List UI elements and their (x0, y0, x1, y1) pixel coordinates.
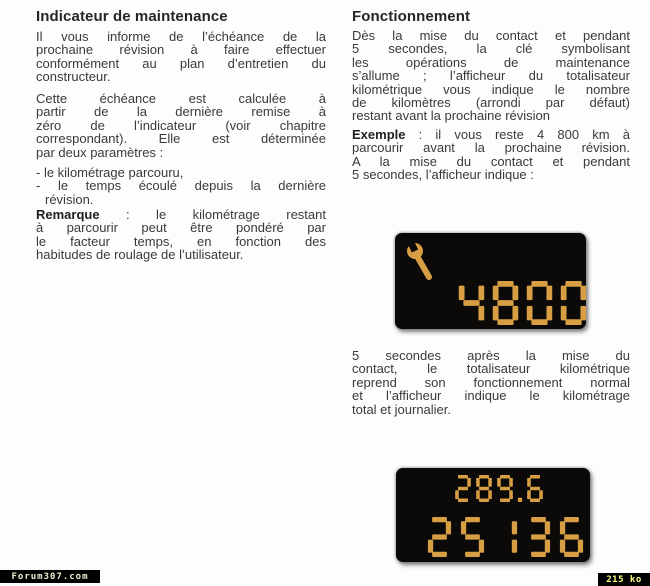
service-km-remaining-value (456, 281, 586, 325)
paragraph-remark: Remarque : le kilométrage restant à parcourir peut être pondéré par le facteur temps, en fonction des habitudes de roulage de l’utilisateur. (36, 207, 326, 263)
wrench-icon (405, 241, 435, 285)
lcd-display-service-interval (395, 233, 586, 329)
watermark-badge: Forum307.com (0, 570, 100, 583)
lcd-display-odometer (396, 468, 590, 562)
section-heading-operation: Fonctionnement (352, 8, 471, 25)
section-heading-maintenance-indicator: Indicateur de maintenance (36, 8, 228, 25)
paragraph-intro: Il vous informe de l’échéance de la prochaine révision à faire effectuer conformément au plan d’entretien du constructeur. (36, 29, 326, 85)
paragraph-calculation: Cette échéance est calculée à partir de la dernière remise à zéro de l’indicateur (voir chapitre correspondant). Elle est déterminée par deux paramètres : (36, 91, 326, 160)
paragraph-example: Exemple : il vous reste 4 800 km à parcourir avant la prochaine révision. A la mise du contact et pendant 5 secondes, l’afficheur indique : (352, 127, 630, 183)
bullet-item-elapsed-time: - le temps écoulé depuis la dernière révision. (36, 178, 326, 207)
bullet-list (36, 166, 326, 206)
filesize-badge: 215 ko (598, 573, 650, 586)
total-odometer-value (425, 517, 586, 557)
paragraph-operation: Dès la mise du contact et pendant 5 secondes, la clé symbolisant les opérations de maintenance s’allume ; l’afficheur du totalisateur kilométrique vous indique le nombre de kilomètres (arrondi par défaut) restant avant la prochaine révision (352, 28, 630, 124)
trip-odometer-value (454, 475, 544, 502)
bullet-item-mileage: - le kilométrage parcouru, (36, 165, 184, 180)
paragraph-after-5-seconds: 5 secondes après la mise du contact, le totalisateur kilométrique reprend son fonctionnement normal et l’afficheur indique le kilométrage total et journalier. (352, 348, 630, 417)
left-column (36, 0, 326, 586)
